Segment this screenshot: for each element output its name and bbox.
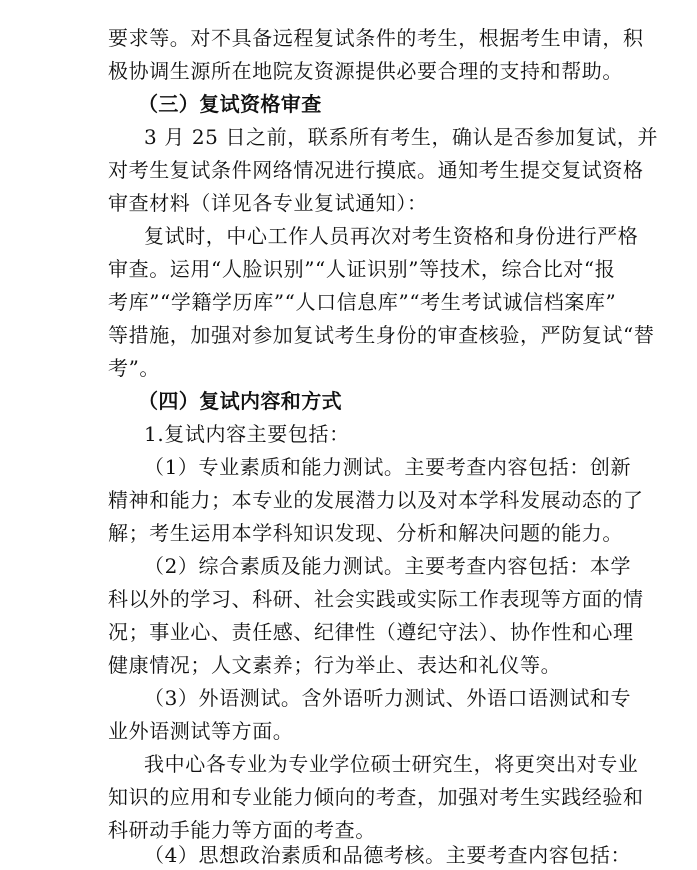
text-line: 业外语测试等方面。 <box>108 719 294 743</box>
text-line: （1）专业素质和能力测试。主要考查内容包括：创新 <box>144 455 632 479</box>
text-line: （2）综合素质及能力测试。主要考查内容包括：本学 <box>144 554 632 578</box>
text-line: 考”。 <box>108 356 161 380</box>
text-line: 等措施，加强对参加复试考生身份的审查核验，严防复试“替 <box>108 323 655 347</box>
text-line: 健康情况；人文素养；行为举止、表达和礼仪等。 <box>108 653 562 677</box>
text-line: 对考生复试条件网络情况进行摸底。通知考生提交复试资格 <box>108 158 644 182</box>
text-line: 解；考生运用本学科知识发现、分析和解决问题的能力。 <box>108 521 623 545</box>
text-line: 审查材料（详见各专业复试通知）： <box>108 191 428 215</box>
text-line: 3 月 25 日之前，联系所有考生，确认是否参加复试，并 <box>144 125 659 149</box>
section-heading: （三）复试资格审查 <box>138 92 322 116</box>
text-line: 审查。运用“人脸识别”“人证识别”等技术，综合比对“报 <box>108 257 616 281</box>
text-line: 知识的应用和专业能力倾向的考查，加强对考生实践经验和 <box>108 785 644 809</box>
text-line: 极协调生源所在地院友资源提供必要合理的支持和帮助。 <box>108 59 623 83</box>
text-line: 考库”“学籍学历库”“人口信息库”“考生考试诚信档案库” <box>108 290 617 314</box>
text-line: 精神和能力；本专业的发展潜力以及对本学科发展动态的了 <box>108 488 644 512</box>
text-line: 复试时，中心工作人员再次对考生资格和身份进行严格 <box>144 224 639 248</box>
section-heading: （四）复试内容和方式 <box>138 389 342 413</box>
text-line: 要求等。对不具备远程复试条件的考生，根据考生申请，积 <box>108 26 644 50</box>
text-line: 1.复试内容主要包括： <box>144 422 350 446</box>
text-line: 科以外的学习、科研、社会实践或实际工作表现等方面的情 <box>108 587 644 611</box>
text-line: 况；事业心、责任感、纪律性（遵纪守法）、协作性和心理 <box>108 620 634 644</box>
text-line: 科研动手能力等方面的考查。 <box>108 818 376 842</box>
text-line: （3）外语测试。含外语听力测试、外语口语测试和专 <box>144 686 632 710</box>
text-line: （4）思想政治素质和品德考核。主要考查内容包括： <box>144 843 632 867</box>
text-line: 我中心各专业为专业学位硕士研究生，将更突出对专业 <box>144 752 639 776</box>
